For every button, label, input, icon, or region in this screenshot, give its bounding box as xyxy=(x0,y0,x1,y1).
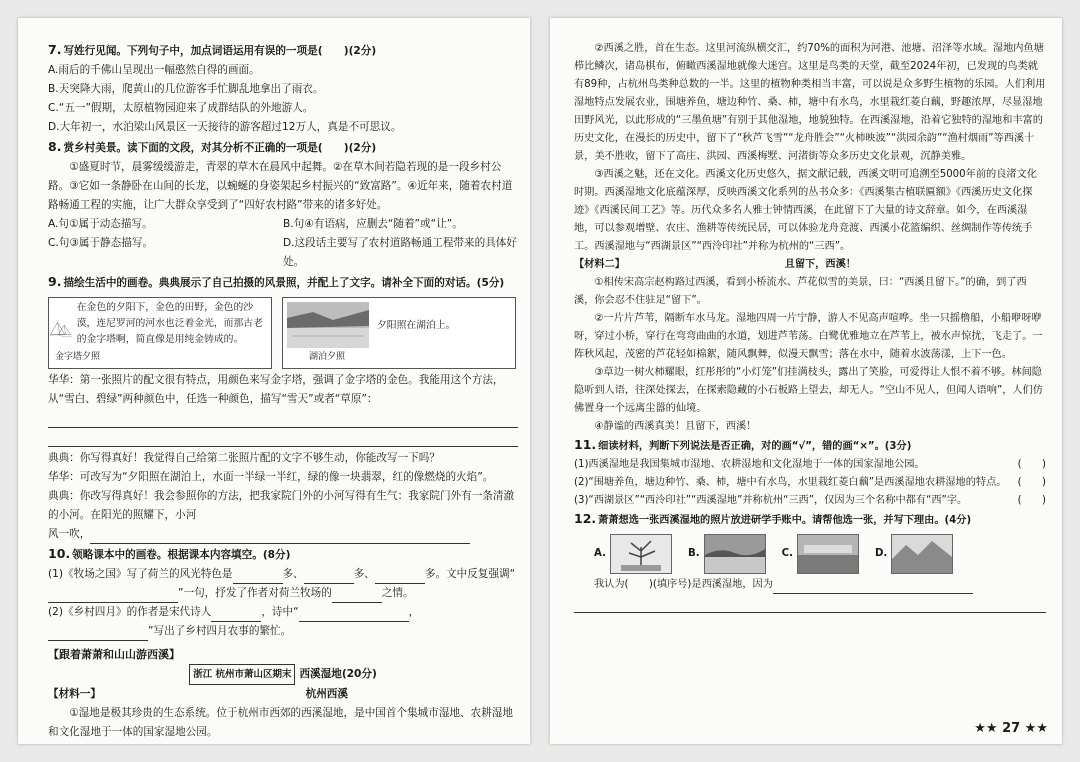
choice-c-label: C. xyxy=(781,548,793,559)
q10-item2-a: (2)《乡村四月》的作者是宋代诗人 xyxy=(48,606,212,618)
photo1-caption: 金字塔夕照 xyxy=(55,352,101,362)
question-10 xyxy=(48,544,518,641)
material-2-paragraph-2: ②一片片芦苇，隔断车水马龙。湿地四周一片宁静，游人不见高声喧哗。坐一只摇橹船，小船咿呀咿呀，穿过小桥，穿行在弯弯曲曲的水道，划进芦苇荡。白鹭优雅地立在芦苇上，被水声惊扰，飞走了。一阵秋风起，茂密的芦花轻如棉絮，随风飘舞，似漫天飘雪；落在水中，随着水波荡漾，上下一色。 xyxy=(574,313,1043,360)
q11-item-3: (3)“西湖景区”“西泠印社”“西溪湿地”并称杭州“三西”，仅因为三个名称中都有“西”字。 xyxy=(574,495,968,506)
right-column xyxy=(574,40,1046,615)
source-tag: 浙江 杭州市萧山区期末 xyxy=(189,664,295,685)
q7-stem: 写姓行见闻。下列句子中，加点词语运用有误的一项是( )(2分) xyxy=(63,45,377,57)
answer-paren[interactable]: ( ) xyxy=(1017,477,1046,488)
material-1-paragraph-1: ①湿地是极其珍贵的生态系统。位于杭州市西郊的西溪湿地，是中国首个集城市湿地、农耕湿地和文化湿地于一体的国家湿地公园。 xyxy=(48,707,514,738)
q10-item1-d: 多。文中反复强调“ xyxy=(424,568,516,580)
q8-number: 8. xyxy=(48,139,62,154)
q8-option-c: C.句③属于静态描写。 xyxy=(48,237,154,249)
q12-number: 12. xyxy=(574,511,597,526)
answer-paren[interactable]: ( ) xyxy=(1017,459,1046,470)
answer-blank[interactable] xyxy=(299,609,409,622)
answer-line[interactable] xyxy=(574,596,1046,613)
q10-item1-a: (1)《牧场之国》写了荷兰的风光特色是 xyxy=(48,568,233,580)
section-subtitle: 西溪湿地(20分) xyxy=(299,668,377,680)
dialogue-huahua-1: 华华：第一张照片的配文很有特点，用颜色来写金字塔，强调了金字塔的金色。我能用这个方法，从“雪白、碧绿”两种颜色中，任选一种颜色，描写“雪天”或者“草原”： xyxy=(48,374,504,405)
q10-item2-c: ， xyxy=(408,606,420,618)
photo1-text: 在金色的夕阳下，金色的田野，金色的沙漠，连尼罗河的河水也泛着金光，而那古老的金字塔啊，简直像是用纯金铸成的。 xyxy=(76,302,263,345)
photo2-text: 夕阳照在湖泊上。 xyxy=(377,320,456,331)
material-1-label: 【材料一】 xyxy=(48,688,101,700)
q7-option-d: D.大年初一，水泊梁山风景区一天接待的游客超过12万人，真是不可思议。 xyxy=(48,121,402,133)
material-2-paragraph-4: ④静谧的西溪真美！且留下，西溪！ xyxy=(594,421,757,432)
q12-answer-prompt: 我认为( )(填序号)是西溪湿地，因为 xyxy=(594,579,773,590)
material-2-paragraph-3: ③草边一树火柿耀眼，红彤彤的“小灯笼”们挂满枝头，露出了笑脸，可爱得让人恨不着不够。林间隐隐听到人语，往深处探去，在探索隐藏的小石板路上望去，却无人。“空山不见人，但闻人语响”，人们仿佛置身一个远离尘嚣的仙境。 xyxy=(574,367,1043,414)
q10-item1-c: 多、 xyxy=(353,568,375,580)
right-page xyxy=(550,18,1062,744)
question-11 xyxy=(574,436,1046,510)
q8-option-a: A.句①属于动态描写。 xyxy=(48,218,153,230)
photo-c-image xyxy=(797,534,859,574)
question-9 xyxy=(48,272,518,544)
answer-line[interactable] xyxy=(48,430,518,447)
material-1-title: 杭州西溪 xyxy=(305,688,348,700)
answer-blank[interactable] xyxy=(233,571,283,584)
wind-blows: 风一吹， xyxy=(48,528,91,540)
q7-option-a: A.雨后的千佛山呈现出一幅憨然自得的画面。 xyxy=(48,64,260,76)
answer-blank[interactable] xyxy=(90,531,470,544)
answer-blank[interactable] xyxy=(332,590,382,603)
photo-a-image xyxy=(610,534,672,574)
choice-a-label: A. xyxy=(594,548,606,559)
q10-item1-b: 多、 xyxy=(282,568,304,580)
photo-pyramid xyxy=(48,297,272,369)
q9-stem: 描绘生活中的画卷。典典展示了自己拍摄的风景照，并配上了文字。请补全下面的对话。(5分) xyxy=(63,277,505,289)
answer-line[interactable] xyxy=(48,411,518,428)
page-number-value: 27 xyxy=(1002,721,1021,736)
q8-stem: 赏乡村美景。读下面的文段，对其分析不正确的一项是( )(2分) xyxy=(63,142,377,154)
answer-blank[interactable] xyxy=(304,571,354,584)
question-8 xyxy=(48,137,518,272)
q10-item1-e: ”一句，抒发了作者对荷兰牧场的 xyxy=(178,587,332,599)
lake-image xyxy=(283,298,373,352)
q7-option-c: C.“五一”假期，太原植物园迎来了成群结队的外地游人。 xyxy=(48,102,314,114)
question-7 xyxy=(48,40,518,137)
question-12 xyxy=(574,510,1046,613)
page-number: ★★ 27 ★★ xyxy=(974,721,1048,736)
choice-b[interactable] xyxy=(688,534,766,574)
material-2-title: 且留下，西溪！ xyxy=(784,259,856,270)
reading-section xyxy=(48,645,518,742)
q10-number: 10. xyxy=(48,546,71,561)
dialogue-diandian-2: 典典：你改写得真好！我会参照你的方法，把我家院门外的小河写得有生气：我家院门外有一条清澈的小河。在阳光的照耀下，小河 xyxy=(48,490,515,521)
q11-item-1: (1)西溪湿地是我国集城市湿地、农耕湿地和文化湿地于一体的国家湿地公园。 xyxy=(574,459,925,470)
answer-paren[interactable]: ( ) xyxy=(1017,495,1046,506)
answer-blank[interactable] xyxy=(375,571,425,584)
choice-c[interactable] xyxy=(782,534,859,574)
q10-item2-d: ”写出了乡村四月农事的繁忙。 xyxy=(148,625,292,637)
q9-number: 9. xyxy=(48,274,62,289)
answer-blank[interactable] xyxy=(773,581,973,594)
q10-stem: 领略课本中的画卷。根据课本内容填空。(8分) xyxy=(72,549,291,561)
q10-item2-b: ，诗中“ xyxy=(261,606,299,618)
q12-stem: 萧萧想选一张西溪湿地的照片放进研学手账中。请帮他选一张，并写下理由。(4分) xyxy=(598,515,972,526)
q10-item1-f: 之情。 xyxy=(381,587,414,599)
choice-d-label: D. xyxy=(874,548,888,559)
section-title: 【跟着萧萧和山山游西溪】 xyxy=(48,648,180,661)
photo-d-image xyxy=(891,534,953,574)
dialogue-diandian-1: 典典：你写得真好！我觉得自己给第二张照片配的文字不够生动，你能改写一下吗？ xyxy=(48,452,440,464)
left-column xyxy=(48,40,518,742)
q7-number: 7. xyxy=(48,42,62,57)
choice-a[interactable] xyxy=(594,534,672,574)
material-2-paragraph-1: ①相传宋高宗赵构路过西溪，看到小桥流水、芦花似雪的美景，曰：“西溪且留下。”的确，到了西溪，你会忍不住驻足“留下”。 xyxy=(574,277,1027,306)
photo-b-image xyxy=(704,534,766,574)
q7-option-b: B.天突降大雨，爬黄山的几位游客手忙脚乱地拿出了雨衣。 xyxy=(48,83,324,95)
material-1-paragraph-3: ③西溪之魅，还在文化。西溪文化历史悠久，据文献记载，西溪文明可追溯至5000年前的良渚文化时期。西溪湿地文化底蕴深厚，反映西溪文化系列的丛书众多：《西溪集古植联匾额》《西溪历史文化探迹》《西溪民间工艺》等。历代众多名人雅士钟情西溪，在此留下了大量的诗文辞章。如今，在西溪湿地，可以参观增壁、农庄、渔耕等传统民居，可以体验龙舟竞渡、西溪小花篮编织、丝绸制作等传统手工。西溪湿地与“西湖景区”“西泠印社”并称为杭州的“三西”。 xyxy=(574,169,1037,252)
q8-option-b: B.句④有语病，应删去“随着”或“让”。 xyxy=(283,218,463,230)
photo2-caption: 湖泊夕照 xyxy=(309,352,346,362)
answer-blank[interactable] xyxy=(48,628,148,641)
photo-lake xyxy=(282,297,516,369)
left-page xyxy=(18,18,530,744)
q11-stem: 细读材料，判断下列说法是否正确，对的画“√”，错的画“×”。(3分) xyxy=(598,441,912,452)
choice-d[interactable] xyxy=(875,534,953,574)
q11-item-2: (2)“围塘养鱼，塘边种竹、桑、柿，塘中有水鸟，水里栽红菱白藕”是西溪湿地农耕湿地的特点。 xyxy=(574,477,1007,488)
q8-option-d: D.这段话主要写了农村道路畅通工程带来的具体好处。 xyxy=(283,237,517,268)
q8-passage: ①盛夏时节，晨雾缓缓游走，青翠的草木在晨风中起舞。②在草木间若隐若现的是一段乡村公路。③它如一条静卧在山间的长龙，以蜿蜒的身姿架起乡村振兴的“致富路”。④近年来，随着农村道路畅通工程的实施，让广大群众享受到了“四好农村路”带来的诸多好处。 xyxy=(48,161,513,211)
material-2-label: 【材料二】 xyxy=(574,259,625,270)
choice-b-label: B. xyxy=(687,548,700,559)
dialogue-huahua-2: 华华：可改写为“夕阳照在湖泊上，水面一半绿一半红，绿的像一块翡翠，红的像燃烧的火焰”。 xyxy=(48,471,494,483)
q11-number: 11. xyxy=(574,437,597,452)
answer-blank[interactable] xyxy=(211,609,261,622)
material-1-paragraph-2: ②西溪之胜，首在生态。这里河流纵横交汇，约70%的面积为河港、池塘、沼泽等水域。湿地内鱼塘栉比鳞次，诸岛棋布，俯瞰西溪湿地就像大迷宫。这里是鸟类的天堂，截至2024年初，已发现的鸟类就有89种，占杭州鸟类种总数的一半。这里的植物种类相当丰富，可以说是众多野生植物的乐园。人们利用湿地特点发展农业，围塘养鱼，塘边种竹、桑、柿，塘中有水鸟，水里栽红菱白藕，野趣浓厚，尽显湿地田野风光，以此形成的“三墨鱼塘”有别于其他湿地，地貌独特。在西溪湿地，沿着它独特的湿地和丰富的历史文化，在漫长的历史中，留下了“秋芦飞雪”“龙舟胜会”“火柿映波”“洪园余韵”“渔村烟雨”等西溪十景，美不胜收，留下了高庄、洪园、西溪梅墅、河渚街等众多历史文化景观，沉静美雅。 xyxy=(574,43,1046,162)
answer-blank[interactable] xyxy=(48,590,178,603)
